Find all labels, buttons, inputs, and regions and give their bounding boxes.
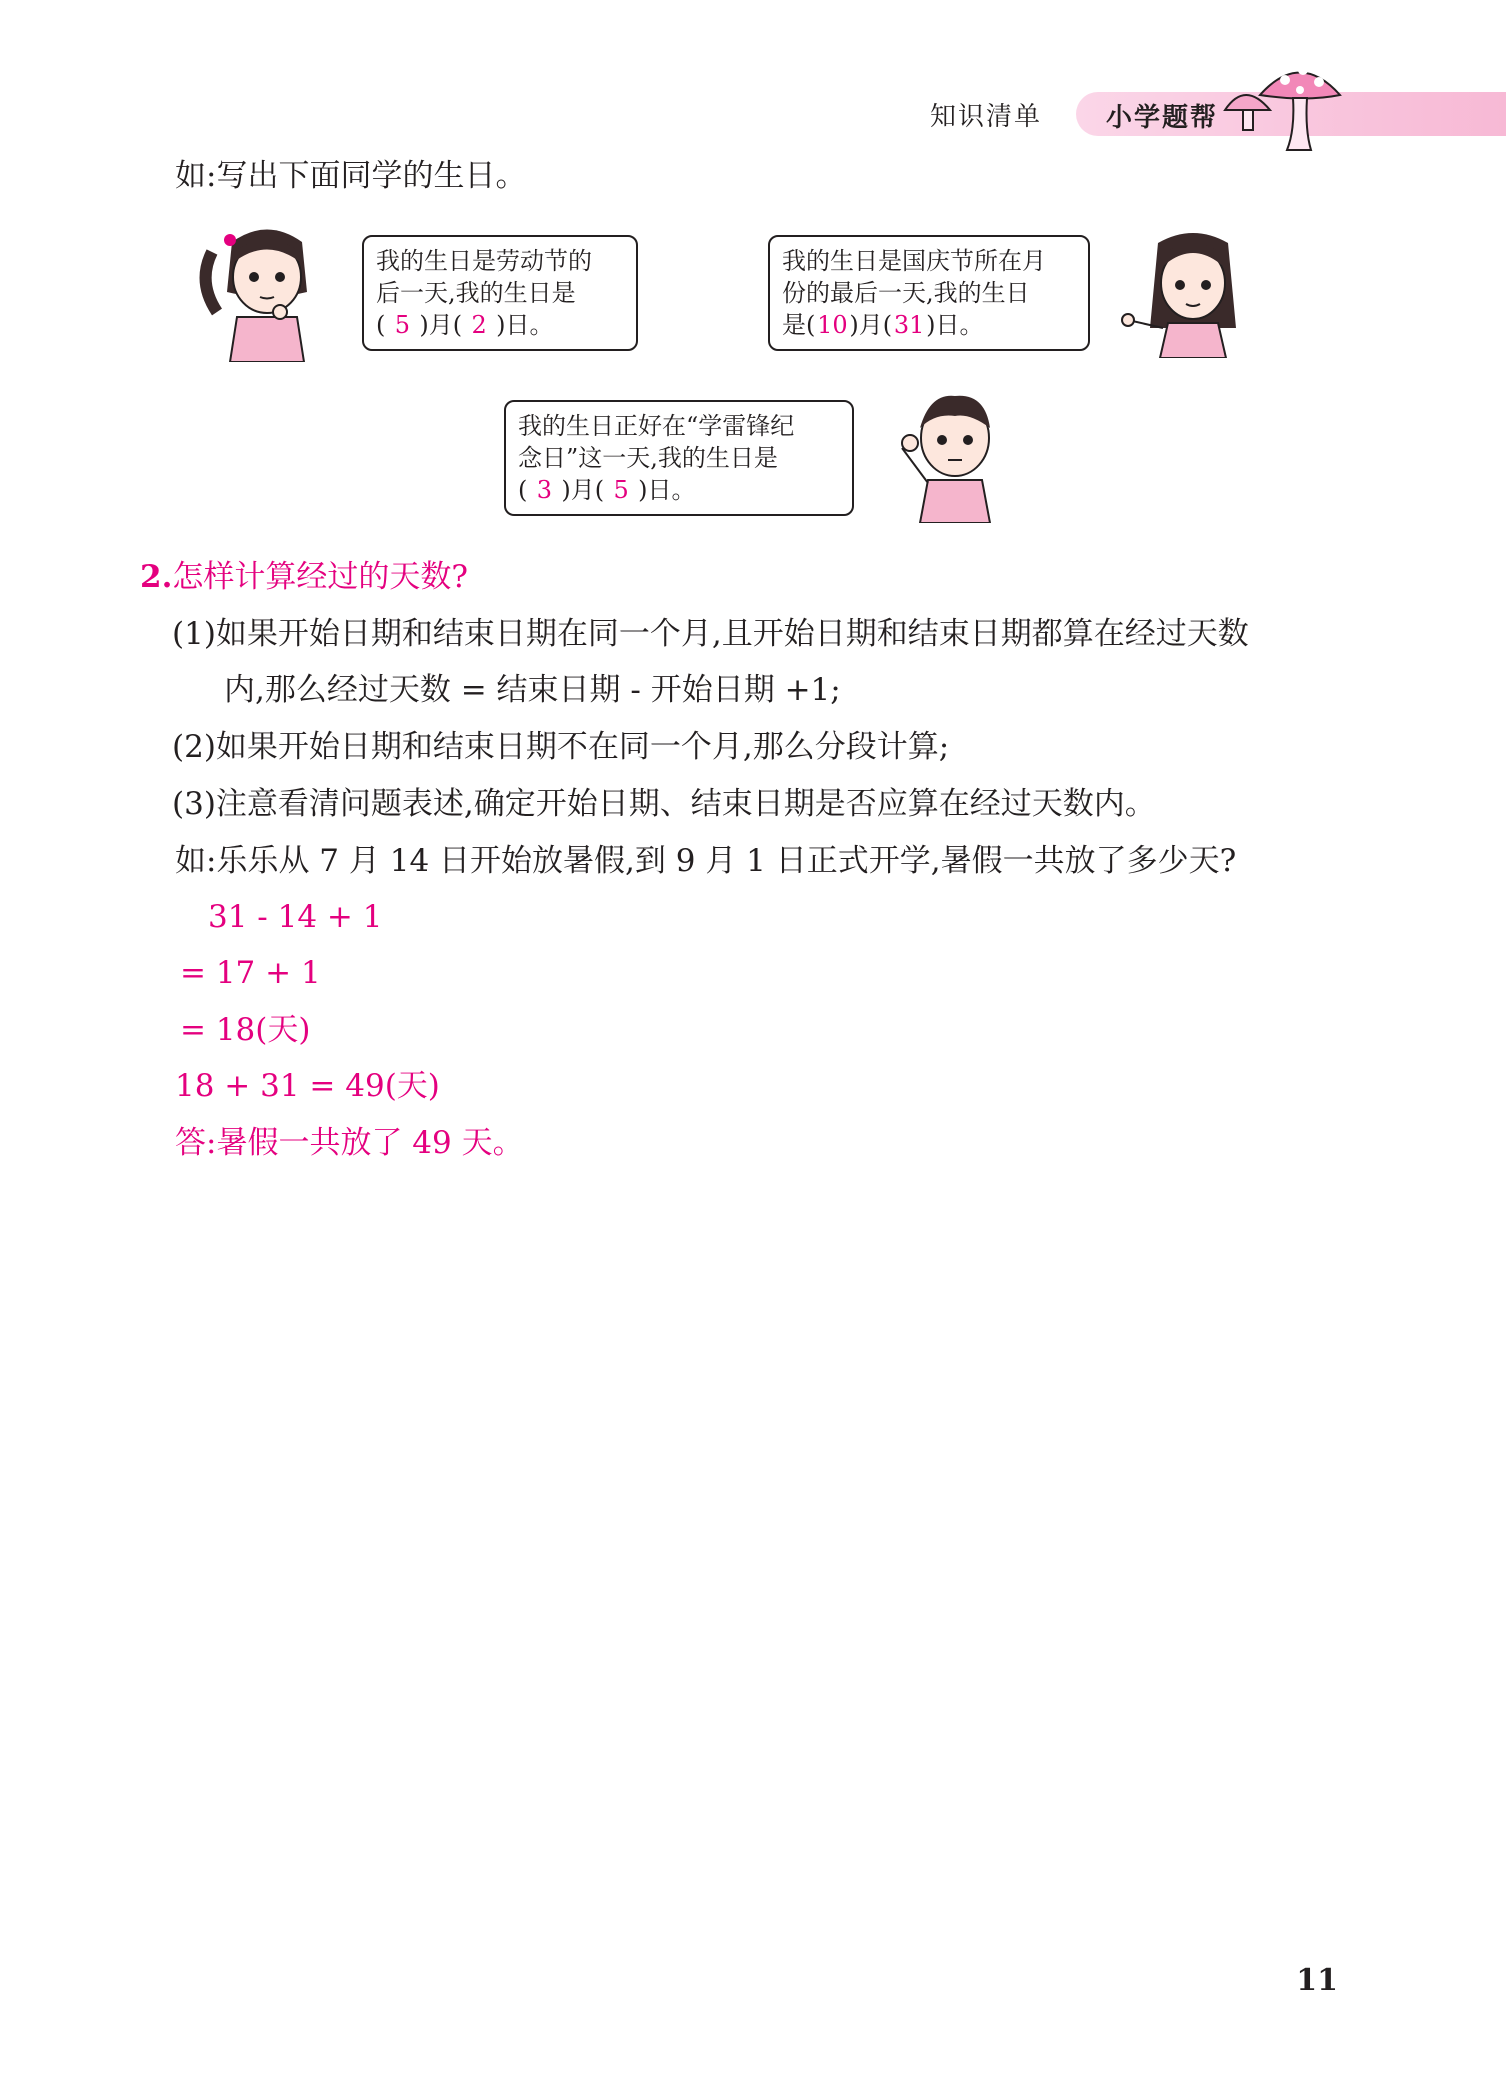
item-text: 如果开始日期和结束日期在同一个月,且开始日期和结束日期都算在经过天数 [215,616,1249,652]
day-unit: 日。 [505,311,554,339]
answer-line: 答:暑假一共放了 49 天。 [175,1125,524,1161]
example-intro: 如:写出下面同学的生日。 [175,158,527,194]
bubble-answer-line: 是(10)月(31)日。 [782,311,984,339]
item-label: (2) [172,729,216,765]
answer-day: 2 [471,311,487,339]
girl-character-illustration [192,222,342,362]
solution-line: = 17 + 1 [180,955,321,991]
girl-character-illustration [1118,228,1268,358]
answer-day: 31 [893,311,925,339]
boy-character-illustration [880,388,1030,523]
section-title: 怎样计算经过的天数? [172,559,468,595]
bubble-line: 我的生日正好在“学雷锋纪 [518,412,795,440]
rule-item-2 [172,727,949,767]
bubble-line: 份的最后一天,我的生日 [782,279,1030,307]
month-unit: 月 [570,476,595,504]
answer-day: 5 [613,476,629,504]
answer-month: 3 [536,476,553,504]
bubble-answer-line: ( 3 )月( 5 )日。 [518,476,696,504]
item-text: 注意看清问题表述,确定开始日期、结束日期是否应算在经过天数内。 [215,786,1156,822]
day-unit: 日。 [647,476,696,504]
section-heading [140,557,468,597]
speech-bubble-2 [768,235,1090,351]
answer-month: 10 [817,311,848,339]
solution-line: 18 + 31 = 49(天) [175,1068,440,1104]
bubble-line: 后一天,我的生日是 [376,279,576,307]
section-number: 2. [140,559,173,595]
solution-line: 31 - 14 + 1 [208,899,383,935]
rule-item-3 [172,784,1156,824]
bubble-answer-line: ( 5 )月( 2 )日。 [376,311,554,339]
speech-bubble-3 [504,400,854,516]
month-unit: 月 [858,311,883,339]
answer-prefix: 是 [782,311,806,339]
page-number: 11 [1296,1963,1338,1998]
solution-line: = 18(天) [180,1012,311,1048]
rule-item-1-continued: 内,那么经过天数 = 结束日期 - 开始日期 +1; [224,672,841,708]
answer-month: 5 [394,311,411,339]
item-label: (3) [172,786,216,822]
month-unit: 月 [428,311,453,339]
speech-bubble-1 [362,235,638,351]
item-label: (1) [172,616,216,652]
bubble-line: 念日”这一天,我的生日是 [518,444,778,472]
bubble-line: 我的生日是劳动节的 [376,247,592,275]
header-brand: 小学题帮 [1106,103,1219,133]
header-section-label: 知识清单 [930,102,1043,132]
mushroom-icon [1215,50,1355,160]
example-question: 如:乐乐从 7 月 14 日开始放暑假,到 9 月 1 日正式开学,暑假一共放了多少天? [175,843,1237,879]
item-text: 如果开始日期和结束日期不在同一个月,那么分段计算; [215,729,950,765]
rule-item-1 [172,614,1249,654]
bubble-line: 我的生日是国庆节所在月 [782,247,1046,275]
day-unit: 日。 [935,311,984,339]
